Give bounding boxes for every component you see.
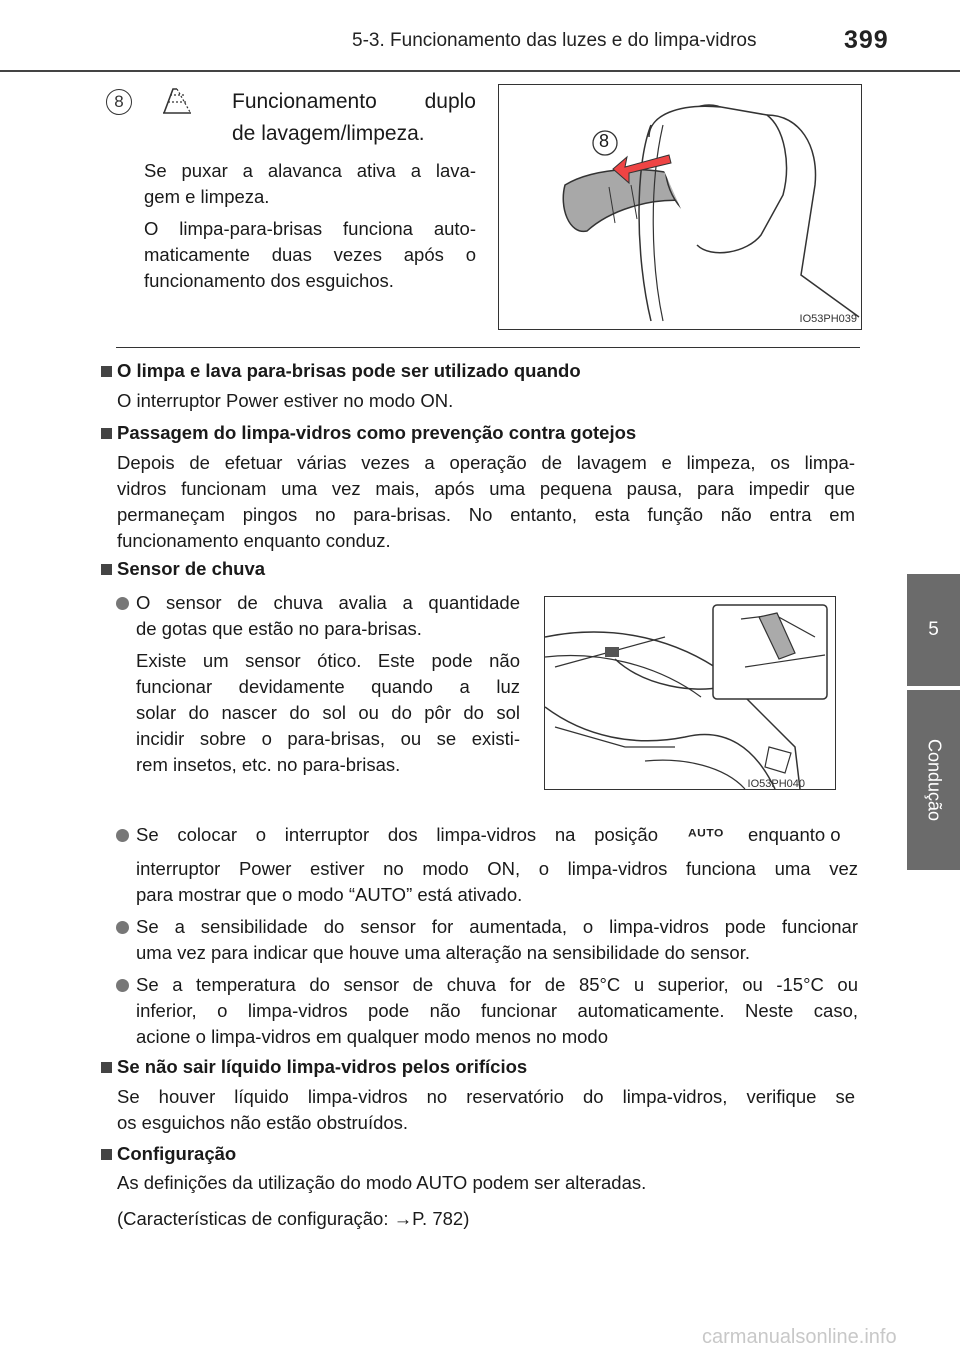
list-text: de gotas que estão no para-brisas. — [136, 618, 422, 639]
car-illustration — [545, 597, 835, 789]
watermark: carmanualsonline.info — [702, 1326, 897, 1348]
lever-figure — [498, 84, 862, 330]
list-text: acione o limpa-vidros em qualquer modo menos no modo — [136, 1026, 609, 1047]
section-heading: O limpa e lava para-brisas pode ser utilizado quando — [117, 360, 581, 381]
item-title-2: de lavagem/limpeza. — [232, 122, 425, 145]
figure-marker: 8 — [599, 131, 610, 151]
section-text: vidros funcionam uma vez mais, após uma pequena pausa, para impedir que — [117, 478, 855, 499]
list-text: incidir sobre o para-brisas, ou se existi- — [136, 728, 520, 749]
heading-bullet — [101, 428, 112, 439]
section-heading: Se não sair líquido limpa-vidros pelos orifícios — [117, 1056, 528, 1077]
item-text: funcionamento dos esguichos. — [144, 270, 394, 291]
heading-bullet — [101, 1062, 112, 1073]
washer-icon — [160, 86, 194, 116]
section-text: Se houver líquido limpa-vidros no reservatório do limpa-vidros, verifique se — [117, 1086, 855, 1107]
list-text: Se colocar o interruptor dos limpa-vidros na posição — [136, 824, 658, 845]
item-title: Funcionamento duplo — [232, 90, 476, 113]
list-text: interruptor Power estiver no modo ON, o limpa-vidros funciona uma vez — [136, 858, 858, 879]
list-text: enquanto o — [748, 824, 841, 845]
list-bullet — [116, 829, 129, 842]
item-text: O limpa-para-brisas funciona auto- — [144, 218, 476, 239]
chapter-tab-number[interactable]: 5 — [907, 574, 960, 686]
section-text: As definições da utilização do modo AUTO podem ser alteradas. — [117, 1172, 647, 1193]
section-text: (Características de configuração: →P. 782) — [117, 1208, 470, 1229]
section-heading: Sensor de chuva — [117, 558, 266, 579]
list-text: uma vez para indicar que houve uma alteração na sensibilidade do sensor. — [136, 942, 750, 963]
figure-label: IO53PH040 — [747, 778, 805, 790]
chapter-tab-name[interactable] — [907, 690, 960, 870]
item-text: maticamente duas vezes após o — [144, 244, 476, 265]
item-text: gem e limpeza. — [144, 186, 270, 207]
separator — [116, 347, 860, 348]
heading-bullet — [101, 1149, 112, 1160]
section-text: permaneçam pingos no para-brisas. No entanto, esta função não entra em — [117, 504, 855, 525]
rain-sensor-figure — [544, 596, 836, 790]
page-number: 399 — [844, 26, 889, 54]
section-heading: Passagem do limpa-vidros como prevenção contra gotejos — [117, 422, 637, 443]
list-text: rem insetos, etc. no para-brisas. — [136, 754, 401, 775]
heading-bullet — [101, 366, 112, 377]
list-bullet — [116, 597, 129, 610]
list-bullet — [116, 921, 129, 934]
chapter-tab-label: Condução — [924, 738, 944, 822]
section-title: 5-3. Funcionamento das luzes e do limpa-vidros — [352, 30, 757, 51]
list-text: O sensor de chuva avalia a quantidade — [136, 592, 520, 613]
section-text: funcionamento enquanto conduz. — [117, 530, 391, 551]
list-text: funcionar devidamente quando a luz — [136, 676, 520, 697]
auto-position-icon: AUTO — [688, 826, 724, 840]
header-rule — [0, 70, 960, 72]
list-bullet — [116, 979, 129, 992]
section-text: O interruptor Power estiver no modo ON. — [117, 390, 454, 411]
list-text: Se a temperatura do sensor de chuva for de 85°C u superior, ou -15°C ou — [136, 974, 858, 995]
item-marker: 8 — [106, 89, 132, 115]
list-text: para mostrar que o modo “AUTO” está ativado. — [136, 884, 523, 905]
list-text: inferior, o limpa-vidros pode não funcionar automaticamente. Neste caso, — [136, 1000, 858, 1021]
list-text: Se a sensibilidade do sensor for aumentada, o limpa-vidros pode funcionar — [136, 916, 858, 937]
list-text: Existe um sensor ótico. Este pode não — [136, 650, 520, 671]
list-text: solar do nascer do sol ou do pôr do sol — [136, 702, 520, 723]
heading-bullet — [101, 564, 112, 575]
item-text: Se puxar a alavanca ativa a lava- — [144, 160, 476, 181]
section-text: Depois de efetuar várias vezes a operação de lavagem e limpeza, os limpa- — [117, 452, 855, 473]
lever-illustration — [499, 85, 861, 329]
section-heading: Configuração — [117, 1143, 237, 1164]
figure-label: IO53PH039 — [799, 313, 857, 325]
section-text: os esguichos não estão obstruídos. — [117, 1112, 409, 1133]
